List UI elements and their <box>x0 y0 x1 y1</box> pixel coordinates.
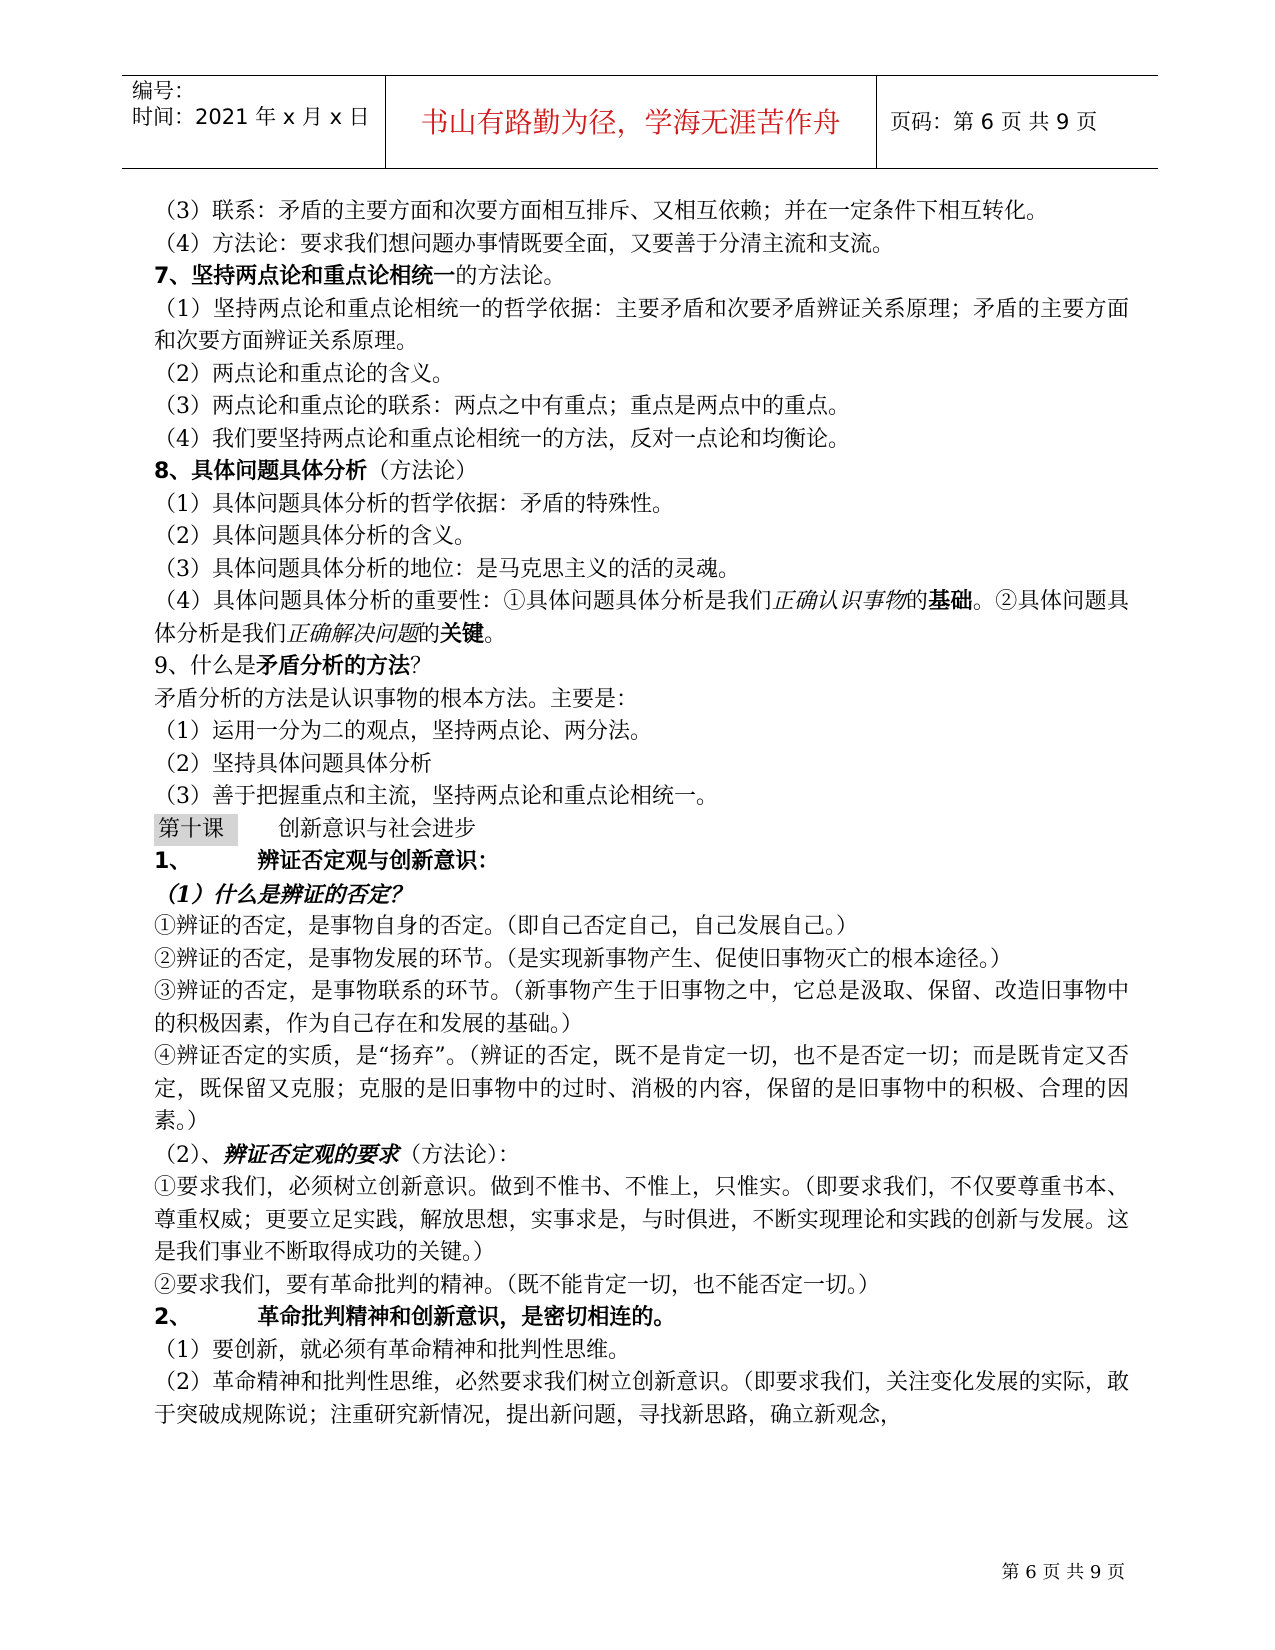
italic-run: 正确解决问题 <box>286 621 419 647</box>
heading-text: 革命批判精神和创新意识，是密切相连的。 <box>257 1305 676 1330</box>
text-run: ？ <box>410 654 433 679</box>
paragraph: （3）善于把握重点和主流，坚持两点论和重点论相统一。 <box>154 784 718 809</box>
heading-text: 辨证否定观与创新意识： <box>257 849 500 874</box>
motto: 书山有路勤为径，学海无涯苦作舟 <box>420 106 841 139</box>
paragraph: （1）运用一分为二的观点，坚持两点论、两分法。 <box>154 719 652 744</box>
paragraph: （3）两点论和重点论的联系：两点之中有重点；重点是两点中的重点。 <box>154 394 850 419</box>
header-info-cell <box>122 76 386 168</box>
heading-rest: 的方法论。 <box>455 264 566 289</box>
paragraph: （2）革命精神和批判性思维，必然要求我们树立创新意识。（即要求我们，关注变化发展的实际，敢于突破成规陈说；注重研究新情况，提出新问题，寻找新思路，确立新观念， <box>154 1370 1129 1428</box>
subsection-heading-2 <box>154 1302 1129 1335</box>
subsection-heading-1 <box>154 846 1129 879</box>
header-motto-cell <box>385 76 877 168</box>
paragraph: （4）我们要坚持两点论和重点论相统一的方法，反对一点论和均衡论。 <box>154 426 850 452</box>
paragraph: （3）具体问题具体分析的地位：是马克思主义的活的灵魂。 <box>154 556 740 582</box>
bold-run: 基础 <box>928 589 973 614</box>
paragraph: 矛盾分析的方法是认识事物的根本方法。主要是： <box>154 686 639 712</box>
number-label: 编号： <box>132 79 195 103</box>
paragraph: ②要求我们，要有革命批判的精神。（既不能肯定一切，也不能否定一切。） <box>154 1272 881 1298</box>
paragraph: ③辨证的否定，是事物联系的环节。（新事物产生于旧事物之中，它总是汲取、保留、改造旧事物中的积极因素，作为自己存在和发展的基础。） <box>154 979 1129 1037</box>
text-run: 。 <box>484 621 507 647</box>
section-heading-7 <box>154 261 1129 294</box>
header-page-cell <box>878 76 1158 168</box>
document-header <box>122 75 1158 169</box>
paragraph: （2）两点论和重点论的含义。 <box>154 361 454 387</box>
paragraph: ④辨证否定的实质，是“扬弃”。（辨证的否定，既不是肯定一切，也不是否定一切；而是既肯定又否定，既保留又克服；克服的是旧事物中的过时、消极的内容，保留的是旧事物中的积极、合理的因素。） <box>154 1044 1129 1134</box>
paragraph: ①要求我们，必须树立创新意识。做到不惟书、不惟上，只惟实。（即要求我们，不仅要尊重书本、尊重权威；更要立足实践，解放思想，实事求是，与时俱进，不断实现理论和实践的创新与发展。这是我们事业不断取得成功的关键。） <box>154 1175 1129 1265</box>
question-heading: （1）什么是辨证的否定？ <box>154 881 412 908</box>
heading-number: 2、 <box>154 1305 192 1330</box>
text-run: 的 <box>905 589 929 614</box>
header-page-label: 页码：第 6 页 共 9 页 <box>890 110 1098 134</box>
text-run: （方法论）： <box>399 1142 521 1168</box>
lesson-tag: 第十课 <box>154 814 238 847</box>
paragraph: （2）坚持具体问题具体分析 <box>154 751 432 777</box>
page-footer: 第 6 页 共 9 页 <box>1001 1562 1125 1583</box>
text-run: （4）具体问题具体分析的重要性：①具体问题具体分析是我们 <box>154 589 772 614</box>
paragraph: （1）坚持两点论和重点论相统一的哲学依据：主要矛盾和次要矛盾辨证关系原理；矛盾的主要方面和次要方面辨证关系原理。 <box>154 296 1129 354</box>
paragraph: ①辨证的否定，是事物自身的否定。（即自己否定自己，自己发展自己。） <box>154 914 859 939</box>
paragraph: （1）要创新，就必须有革命精神和批判性思维。 <box>154 1337 630 1363</box>
section-heading-8 <box>154 456 1129 489</box>
text-run: （2）、 <box>154 1142 223 1168</box>
lesson-title: 创新意识与社会进步 <box>278 816 477 842</box>
bold-italic-run: 辨证否定观的要求 <box>223 1141 400 1168</box>
time-label: 时间：2021 年 x 月 x 日 <box>132 105 370 129</box>
heading-number: 1、 <box>154 849 192 874</box>
italic-run: 正确认识事物 <box>771 589 906 614</box>
text-run: 的 <box>418 621 441 647</box>
paragraph: （1）具体问题具体分析的哲学依据：矛盾的特殊性。 <box>154 491 674 517</box>
bold-run: 矛盾分析的方法 <box>256 654 411 679</box>
paragraph: （4）方法论：要求我们想问题办事情既要全面，又要善于分清主流和支流。 <box>154 231 894 257</box>
section-heading-9 <box>154 651 1129 684</box>
paragraph <box>154 586 1129 651</box>
bold-run: 关键 <box>440 621 485 647</box>
document-body <box>154 196 1129 1432</box>
lesson-heading <box>154 814 1129 847</box>
heading-rest: （方法论） <box>367 459 478 484</box>
text-run: 9、什么是 <box>154 654 256 679</box>
paragraph: ②辨证的否定，是事物发展的环节。（是实现新事物产生、促使旧事物灭亡的根本途径。） <box>154 946 1013 972</box>
text-run: 。②具体问题具体分析是我们 <box>154 589 1129 647</box>
paragraph: （2）具体问题具体分析的含义。 <box>154 524 476 549</box>
paragraph: （3）联系：矛盾的主要方面和次要方面相互排斥、又相互依赖；并在一定条件下相互转化。 <box>154 199 1049 224</box>
heading-bold: 7、坚持两点论和重点论相统一 <box>154 264 456 289</box>
heading-bold: 8、具体问题具体分析 <box>154 459 368 484</box>
question-heading-2 <box>154 1139 1129 1173</box>
